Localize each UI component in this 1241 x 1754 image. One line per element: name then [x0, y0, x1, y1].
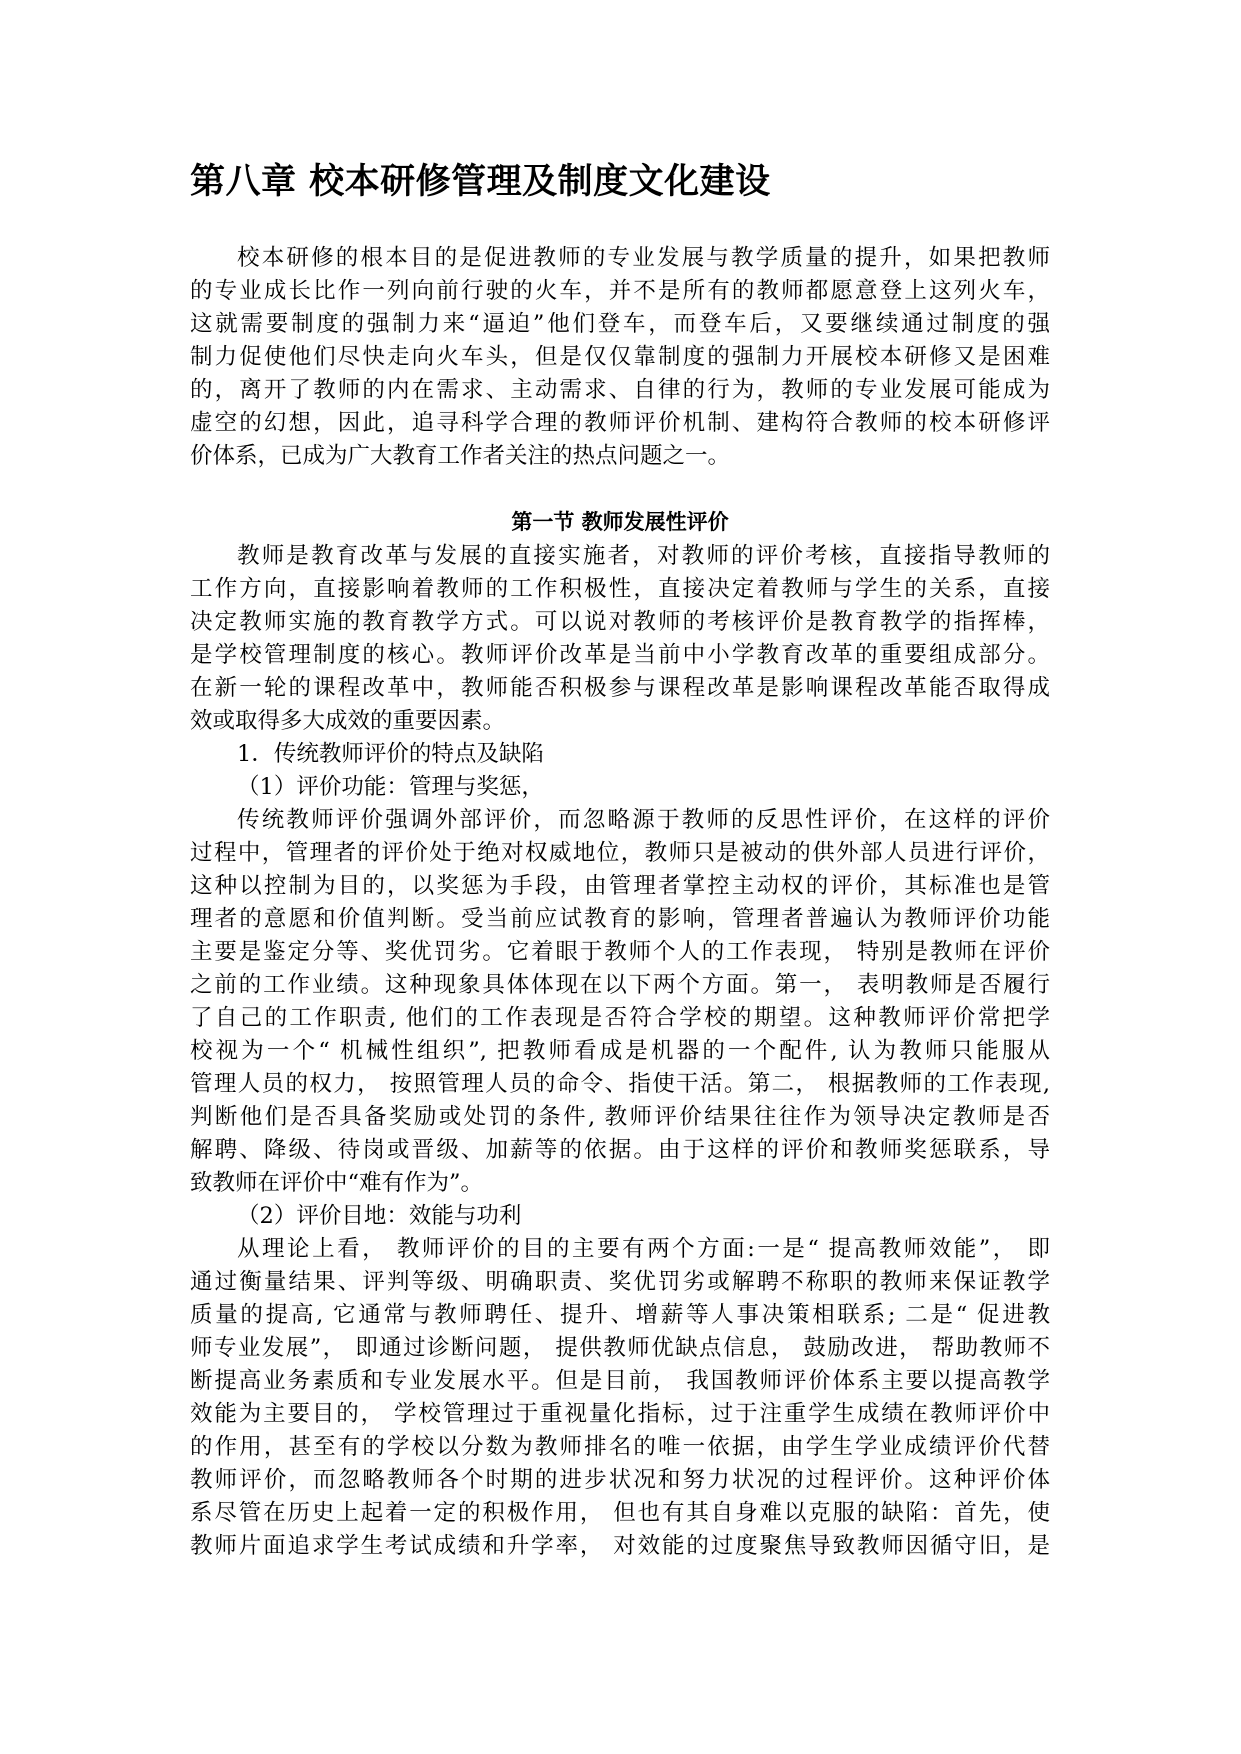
text-line: 教师评价，而忽略教师各个时期的进步状况和努力状况的过程评价。这种评价体 [190, 1467, 1050, 1493]
text-line: 传统教师评价强调外部评价，而忽略源于教师的反思性评价，在这样的评价 [237, 807, 1050, 833]
section-title: 第一节 教师发展性评价 [511, 510, 729, 534]
text-line: 虚空的幻想，因此，追寻科学合理的教师评价机制、建构符合教师的校本研修评 [190, 410, 1050, 436]
text-line: 决定教师实施的教育教学方式。可以说对教师的考核评价是教育教学的指挥棒， [190, 609, 1050, 635]
text-line: 制力促使他们尽快走向火车头，但是仅仅靠制度的强制力开展校本研修又是困难 [190, 344, 1050, 370]
sub-heading: （2）评价目地：效能与功利 [237, 1203, 522, 1229]
text-line: 解聘、降级、待岗或晋级、加薪等的依据。由于这样的评价和教师奖惩联系，导 [190, 1137, 1050, 1163]
text-line: 过程中，管理者的评价处于绝对权威地位，教师只是被动的供外部人员进行评价， [190, 840, 1050, 866]
list-heading: 1．传统教师评价的特点及缺陷 [237, 741, 544, 767]
text-line: 系尽管在历史上起着一定的积极作用， 但也有其自身难以克服的缺陷：首先，使 [190, 1500, 1050, 1526]
text-line: 了自己的工作职责, 他们的工作表现是否符合学校的期望。这种教师评价常把学 [190, 1005, 1050, 1031]
text-line: 致教师在评价中“难有作为”。 [190, 1170, 484, 1196]
text-line: 是学校管理制度的核心。教师评价改革是当前中小学教育改革的重要组成部分。 [190, 642, 1050, 668]
text-line: 这种以控制为目的，以奖惩为手段，由管理者掌控主动权的评价，其标准也是管 [190, 873, 1050, 899]
text-line: 质量的提高, 它通常与教师聘任、提升、增薪等人事决策相联系; 二是“ 促进教 [190, 1302, 1050, 1328]
text-line: 校视为一个“ 机械性组织”, 把教师看成是机器的一个配件, 认为教师只能服从 [190, 1038, 1050, 1064]
text-line: 价体系，已成为广大教育工作者关注的热点问题之一。 [190, 443, 731, 469]
text-line: 理者的意愿和价值判断。受当前应试教育的影响，管理者普遍认为教师评价功能 [190, 906, 1050, 932]
text-line: 断提高业务素质和专业发展水平。但是目前， 我国教师评价体系主要以提高教学 [190, 1368, 1050, 1394]
text-line: 判断他们是否具备奖励或处罚的条件, 教师评价结果往往作为领导决定教师是否 [190, 1104, 1050, 1130]
text-line: 师专业发展”， 即通过诊断问题， 提供教师优缺点信息， 鼓励改进， 帮助教师不 [190, 1335, 1050, 1361]
text-line: 效或取得多大成效的重要因素。 [190, 708, 506, 734]
text-line: 这就需要制度的强制力来“逼迫”他们登车，而登车后，又要继续通过制度的强 [190, 311, 1050, 337]
text-line: 之前的工作业绩。这种现象具体体现在以下两个方面。第一， 表明教师是否履行 [190, 972, 1050, 998]
text-line: 通过衡量结果、评判等级、明确职责、奖优罚劣或解聘不称职的教师来保证教学 [190, 1269, 1050, 1295]
text-line: 从理论上看， 教师评价的目的主要有两个方面:一是“ 提高教师效能”， 即 [237, 1236, 1050, 1262]
text-line: 主要是鉴定分等、奖优罚劣。它着眼于教师个人的工作表现， 特别是教师在评价 [190, 939, 1050, 965]
text-line: 的作用，甚至有的学校以分数为教师排名的唯一依据，由学生学业成绩评价代替 [190, 1434, 1050, 1460]
text-line: 管理人员的权力， 按照管理人员的命令、指使干活。第二， 根据教师的工作表现, [190, 1071, 1050, 1097]
chapter-title: 第八章 校本研修管理及制度文化建设 [190, 162, 771, 202]
sub-heading: （1）评价功能：管理与奖惩， [237, 774, 544, 800]
text-line: 教师是教育改革与发展的直接实施者，对教师的评价考核，直接指导教师的 [237, 543, 1050, 569]
text-line: 工作方向，直接影响着教师的工作积极性，直接决定着教师与学生的关系，直接 [190, 576, 1050, 602]
text-line: 的，离开了教师的内在需求、主动需求、自律的行为，教师的专业发展可能成为 [190, 377, 1050, 403]
text-line: 在新一轮的课程改革中，教师能否积极参与课程改革是影响课程改革能否取得成 [190, 675, 1050, 701]
text-line: 教师片面追求学生考试成绩和升学率， 对效能的过度聚焦导致教师因循守旧，是 [190, 1533, 1050, 1559]
text-line: 效能为主要目的， 学校管理过于重视量化指标，过于注重学生成绩在教师评价中 [190, 1401, 1050, 1427]
text-line: 校本研修的根本目的是促进教师的专业发展与教学质量的提升，如果把教师 [237, 245, 1050, 271]
text-line: 的专业成长比作一列向前行驶的火车，并不是所有的教师都愿意登上这列火车， [190, 278, 1050, 304]
